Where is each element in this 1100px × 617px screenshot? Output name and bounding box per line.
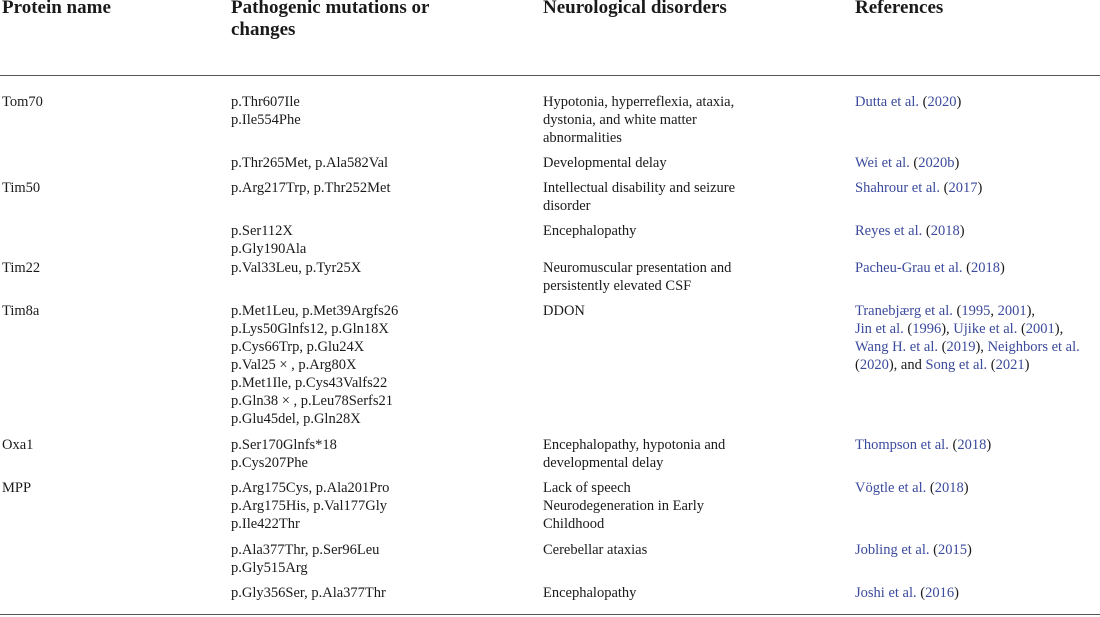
reference-text: ),: [975, 339, 988, 355]
mutations-cell: [231, 222, 531, 258]
protein-name-cell: Tim8a: [2, 303, 40, 319]
disorder-line: Developmental delay: [543, 155, 667, 171]
reference-text: ),: [1026, 303, 1036, 319]
reference-link[interactable]: Ujike et al.: [953, 321, 1018, 337]
mutation-line: p.Arg175Cys, p.Ala201Pro: [231, 480, 390, 496]
protein-name-cell: Oxa1: [2, 437, 34, 453]
disorder-line: Encephalopathy, hypotonia and: [543, 437, 726, 453]
mutation-line: p.Val33Leu, p.Tyr25X: [231, 260, 362, 276]
reference-text: ),: [941, 321, 954, 337]
reference-text: (: [962, 260, 971, 276]
reference-text: (: [903, 321, 913, 337]
disorder-line: Neuromuscular presentation and: [543, 260, 732, 276]
references-cell: [855, 436, 1100, 454]
reference-line: [855, 154, 1100, 172]
disorder-line: dystonia, and white matter: [543, 112, 697, 128]
reference-link[interactable]: Jobling et al.: [855, 542, 930, 558]
reference-line: [855, 479, 1100, 497]
mutation-line: p.Gln38 × , p.Leu78Serfs21: [231, 393, 394, 409]
reference-link[interactable]: 2020: [927, 94, 957, 110]
mutations-cell: [231, 179, 531, 197]
table-bottom-rule: [0, 614, 1100, 615]
disorder-line: persistently elevated CSF: [543, 278, 692, 294]
reference-line: [855, 222, 1100, 240]
reference-link[interactable]: 2018: [957, 437, 987, 453]
reference-line: [855, 179, 1100, 197]
references-cell: [855, 479, 1100, 497]
disorders-cell: [543, 302, 843, 320]
reference-line: [855, 93, 1100, 111]
reference-link[interactable]: 2017: [948, 180, 978, 196]
reference-link[interactable]: 2018: [970, 260, 1000, 276]
protein-name-cell: Tim22: [2, 260, 41, 276]
reference-line: [855, 584, 1100, 602]
reference-line: [855, 302, 1100, 320]
reference-text: ): [1024, 357, 1030, 373]
reference-link[interactable]: Vögtle et al.: [855, 480, 927, 496]
mutation-line: p.Thr607Ile: [231, 94, 300, 110]
references-cell: [855, 259, 1100, 277]
mutation-line: p.Glu45del, p.Gln28X: [231, 411, 361, 427]
reference-text: (: [929, 542, 938, 558]
reference-text: ): [966, 542, 972, 558]
mutations-cell: [231, 93, 531, 129]
mutation-line: p.Ile422Thr: [231, 516, 300, 532]
disorder-line: Encephalopathy: [543, 585, 637, 601]
mutation-line: p.Ser112X: [231, 223, 293, 239]
reference-text: ): [954, 155, 960, 171]
references-cell: [855, 154, 1100, 172]
mutation-line: p.Gly356Ser, p.Ala377Thr: [231, 585, 386, 601]
reference-link[interactable]: Shahrour et al.: [855, 180, 940, 196]
disorders-cell: [543, 154, 843, 172]
mutation-line: p.Ala377Thr, p.Ser96Leu: [231, 542, 380, 558]
protein-name-cell: Tim50: [2, 180, 41, 196]
reference-link[interactable]: 2021: [995, 357, 1025, 373]
protein-name-cell: Tom70: [2, 94, 43, 110]
mutations-cell: [231, 541, 531, 577]
disorder-line: disorder: [543, 198, 591, 214]
reference-text: ): [986, 437, 992, 453]
reference-link[interactable]: 2001: [997, 303, 1027, 319]
header-pathogenic-mutations: [231, 0, 531, 41]
disorder-line: abnormalities: [543, 130, 622, 146]
reference-link[interactable]: Dutta et al.: [855, 94, 920, 110]
reference-link[interactable]: Neighbors et al.: [987, 339, 1080, 355]
reference-text: ): [954, 585, 959, 601]
disorders-cell: [543, 259, 843, 295]
reference-text: (: [939, 180, 949, 196]
disorders-cell: [543, 222, 843, 240]
reference-link[interactable]: Tranebjærg et al.: [855, 303, 953, 319]
reference-text: (: [948, 437, 958, 453]
disorder-line: Intellectual disability and seizure: [543, 180, 736, 196]
disorder-line: Childhood: [543, 516, 605, 532]
reference-link[interactable]: 1995: [961, 303, 991, 319]
reference-link[interactable]: 2015: [937, 542, 967, 558]
mutations-cell: [231, 479, 531, 533]
reference-link[interactable]: Wei et al.: [855, 155, 910, 171]
reference-link[interactable]: Jin et al.: [855, 321, 904, 337]
reference-text: (: [922, 223, 931, 239]
references-cell: [855, 584, 1100, 602]
reference-line: [855, 356, 1100, 374]
mutations-cell: [231, 154, 531, 172]
header-mutations-line-1: Pathogenic mutations or: [231, 0, 430, 18]
mutations-cell: [231, 436, 531, 472]
reference-line: [855, 259, 1100, 277]
reference-link[interactable]: Thompson et al.: [855, 437, 949, 453]
mutation-line: p.Thr265Met, p.Ala582Val: [231, 155, 389, 171]
mutation-line: p.Met1Ile, p.Cys43Valfs22: [231, 375, 388, 391]
reference-text: (: [938, 339, 947, 355]
disorders-cell: [543, 479, 843, 533]
reference-link[interactable]: 2020: [859, 357, 889, 373]
references-cell: [855, 302, 1100, 374]
reference-text: (: [919, 94, 928, 110]
reference-text: ): [956, 94, 962, 110]
reference-link[interactable]: 2020b: [918, 155, 955, 171]
mutation-line: p.Arg217Trp, p.Thr252Met: [231, 180, 391, 196]
reference-text: (: [926, 480, 935, 496]
reference-text: ): [963, 480, 969, 496]
reference-link[interactable]: 2018: [930, 223, 960, 239]
header-protein-name: Protein name: [2, 0, 111, 18]
references-cell: [855, 541, 1100, 559]
mutation-line: p.Met1Leu, p.Met39Argfs26: [231, 303, 399, 319]
reference-line: [855, 338, 1100, 356]
table-header: [0, 0, 1100, 76]
protein-name-cell: MPP: [2, 480, 32, 496]
reference-link[interactable]: 2001: [1025, 321, 1055, 337]
mutation-line: p.Cys207Phe: [231, 455, 308, 471]
reference-link[interactable]: 2018: [934, 480, 964, 496]
reference-text: ): [977, 180, 983, 196]
mutation-line: p.Ile554Phe: [231, 112, 301, 128]
reference-text: ,: [990, 303, 998, 319]
disorder-line: developmental delay: [543, 455, 664, 471]
reference-text: (: [855, 357, 860, 373]
mutation-line: p.Cys66Trp, p.Glu24X: [231, 339, 365, 355]
references-cell: [855, 222, 1100, 240]
reference-link[interactable]: 1996: [912, 321, 942, 337]
reference-text: (: [909, 155, 919, 171]
reference-text: (: [987, 357, 996, 373]
mutation-line: p.Arg175His, p.Val177Gly: [231, 498, 388, 514]
disorders-cell: [543, 436, 843, 472]
reference-link[interactable]: Wang H. et al.: [855, 339, 938, 355]
reference-text: (: [916, 585, 926, 601]
reference-text: ), and: [888, 357, 926, 373]
mutations-cell: [231, 259, 531, 277]
reference-text: (: [1017, 321, 1026, 337]
reference-line: [855, 436, 1100, 454]
mutation-line: p.Gly515Arg: [231, 560, 308, 576]
references-cell: [855, 93, 1100, 111]
reference-link[interactable]: 2019: [946, 339, 976, 355]
disorder-line: Cerebellar ataxias: [543, 542, 648, 558]
mutation-line: p.Gly190Ala: [231, 241, 307, 257]
disorder-line: Hypotonia, hyperreflexia, ataxia,: [543, 94, 735, 110]
disorder-line: DDON: [543, 303, 585, 319]
disorders-cell: [543, 179, 843, 215]
reference-link[interactable]: Pacheu-Grau et al.: [855, 260, 963, 276]
disorders-cell: [543, 584, 843, 602]
disorder-line: Encephalopathy: [543, 223, 637, 239]
mutations-cell: [231, 584, 531, 602]
reference-line: [855, 320, 1100, 338]
disorder-line: Lack of speech: [543, 480, 631, 496]
reference-link[interactable]: Joshi et al.: [855, 585, 917, 601]
disorders-cell: [543, 93, 843, 147]
mutation-line: p.Ser170Glnfs*18: [231, 437, 337, 453]
header-references: References: [855, 0, 944, 18]
header-mutations-line-2: changes: [231, 19, 296, 40]
reference-text: (: [952, 303, 962, 319]
mutations-cell: [231, 302, 531, 428]
reference-text: ): [999, 260, 1005, 276]
reference-link[interactable]: Reyes et al.: [855, 223, 923, 239]
references-cell: [855, 179, 1100, 197]
mutation-line: p.Lys50Glnfs12, p.Gln18X: [231, 321, 389, 337]
reference-line: [855, 541, 1100, 559]
disorders-cell: [543, 541, 843, 559]
disorder-line: Neurodegeneration in Early: [543, 498, 705, 514]
reference-text: ): [959, 223, 965, 239]
mutation-line: p.Val25 × , p.Arg80X: [231, 357, 357, 373]
reference-link[interactable]: 2016: [925, 585, 955, 601]
header-neurological-disorders: Neurological disorders: [543, 0, 727, 18]
reference-text: ),: [1054, 321, 1064, 337]
reference-link[interactable]: Song et al.: [925, 357, 988, 373]
